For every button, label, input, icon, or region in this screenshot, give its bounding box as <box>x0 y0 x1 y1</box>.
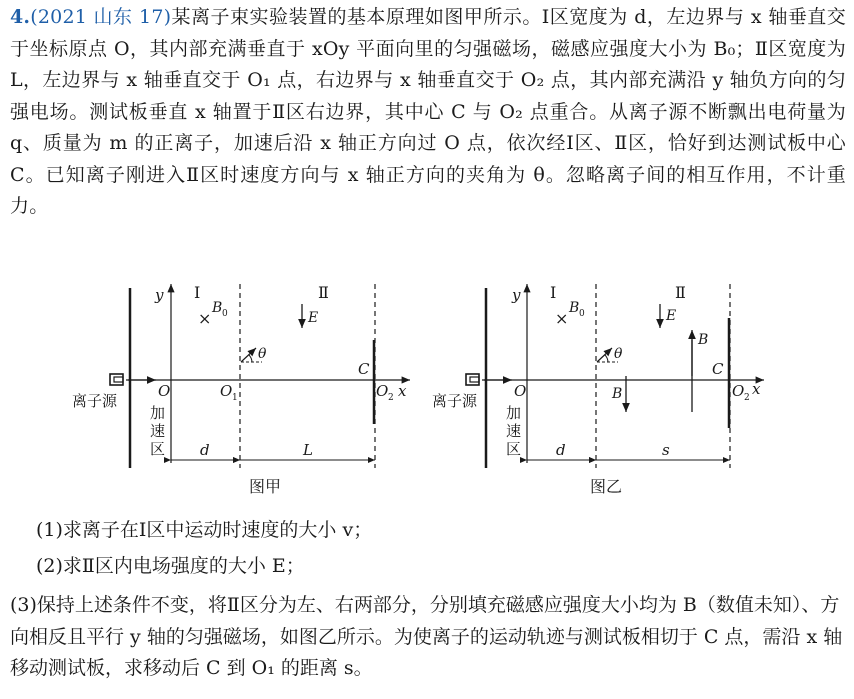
magnetic-field-cross: × <box>198 309 212 328</box>
question-1: (1)求离子在Ⅰ区中运动时速度的大小 v； <box>36 519 373 541</box>
y-axis-label-b: y <box>512 286 521 304</box>
figure-a <box>72 283 410 496</box>
O2-sub: 2 <box>388 393 394 403</box>
theta-label: θ <box>258 346 267 362</box>
ion-source-label-b: 离子源 <box>432 392 478 410</box>
C-label: C <box>358 360 370 378</box>
d-label-b: d <box>556 441 566 459</box>
figure-b <box>432 283 764 496</box>
velocity-arrow-b <box>597 348 612 362</box>
region-1-label-b: Ⅰ <box>550 283 557 302</box>
question-3: (3)保持上述条件不变，将Ⅱ区分为左、右两部分，分别填充磁感应强度大小均为 B（数值未知）、方向相反且平行 y 轴的匀强磁场，如图乙所示。为使离子的运动轨迹与测试板相切于 C 点，需沿 x 轴移动测试板，求移动后 C 到 O₁ 的距离 s。 <box>10 594 843 679</box>
question-2: (2)求Ⅱ区内电场强度的大小 E； <box>36 555 305 577</box>
B-down-label: B <box>612 386 623 402</box>
problem-source: (2021 山东 17) <box>30 6 172 28</box>
magnetic-field-cross-b: × <box>555 309 569 328</box>
theta-arc <box>249 355 252 362</box>
figures <box>0 278 854 508</box>
B0-sub: 0 <box>222 309 228 319</box>
region-2-label-b: Ⅱ <box>675 283 686 302</box>
ion-source-icon <box>110 374 123 385</box>
s-label: s <box>662 441 670 459</box>
O-label-b: O <box>514 382 527 400</box>
accel-label-1: 加 <box>150 404 166 422</box>
region-2-label: Ⅱ <box>318 283 329 302</box>
accel-label-b-1: 加 <box>506 404 522 422</box>
problem-number: 4. <box>10 6 31 28</box>
L-label: L <box>303 441 313 459</box>
ion-source-label: 离子源 <box>72 392 118 410</box>
ion-source-icon-b <box>466 374 479 385</box>
O2-sub-b: 2 <box>744 393 750 403</box>
E-label-b: E <box>666 308 677 324</box>
B-up-label: B <box>698 332 709 348</box>
O2-label: O <box>376 382 389 400</box>
caption-b: 图乙 <box>590 477 623 496</box>
theta-arc-b <box>605 355 608 362</box>
velocity-arrow <box>241 348 256 362</box>
B0-label: B <box>212 300 223 316</box>
x-axis-label-b: x <box>752 380 761 398</box>
accel-label-b-3: 区 <box>506 440 522 458</box>
accel-label-2: 速 <box>150 422 166 440</box>
y-axis-label: y <box>155 286 164 304</box>
C-label-b: C <box>712 360 724 378</box>
accel-label-b-2: 速 <box>506 422 522 440</box>
O1-sub: 1 <box>232 393 238 403</box>
accel-label-3: 区 <box>150 440 166 458</box>
problem-statement <box>10 2 846 223</box>
B0-sub-b: 0 <box>579 309 585 319</box>
d-label: d <box>200 441 210 459</box>
theta-label-b: θ <box>614 346 623 362</box>
problem-text: 某离子束实验装置的基本原理如图甲所示。Ⅰ区宽度为 d，左边界与 x 轴垂直交于坐标原点 O，其内部充满垂直于 xOy 平面向里的匀强磁场，磁感应强度大小为 B₀；Ⅱ区宽度为 L，左边界与 x 轴垂直交于 O₁ 点，右边界与 x 轴垂直交于 O₂ 点，其内部充满沿 y 轴负方向的匀强电场。测试板垂直 x 轴置于Ⅱ区右边界，其中心 C 与 O₂ 点重合。从离子源不断飘出电荷量为 q、质量为 m 的正离子，加速后沿 x 轴正方向过 O 点，依次经Ⅰ区、Ⅱ区，恰好到达测试板中心 C。已知离子刚进入Ⅱ区时速度方向与 x 轴正方向的夹角为 θ。忽略离子间的相互作用，不计重力。 <box>10 6 846 217</box>
O-label: O <box>158 382 171 400</box>
region-1-label: Ⅰ <box>194 283 201 302</box>
O2-label-b: O <box>732 382 745 400</box>
B0-label-b: B <box>569 300 580 316</box>
caption-a: 图甲 <box>249 477 282 496</box>
O1-label: O <box>220 382 233 400</box>
x-axis-label: x <box>398 382 407 400</box>
E-label: E <box>308 310 319 326</box>
